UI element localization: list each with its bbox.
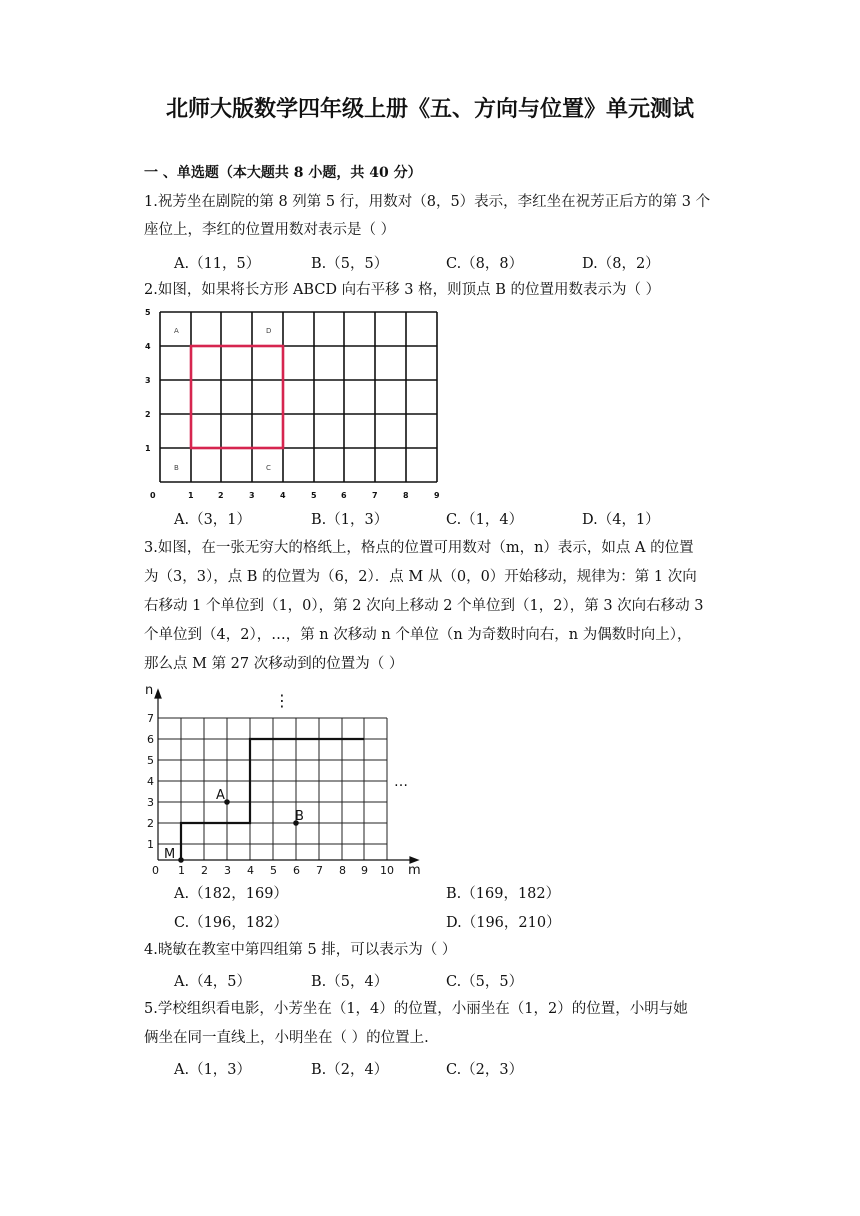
q2-option-c[interactable]: C.（1，4） xyxy=(446,512,524,528)
q2-option-b[interactable]: B.（1，3） xyxy=(311,512,389,528)
x-tick-1: 1 xyxy=(188,491,194,500)
x-tick-9: 9 xyxy=(434,491,440,500)
question-3-line-1: 3.如图，在一张无穷大的格纸上，格点的位置可用数对（m，n）表示，如点 A 的位置 xyxy=(144,540,694,556)
m-tick-6: 6 xyxy=(293,864,300,877)
n-tick-4: 4 xyxy=(147,775,154,788)
y-tick-4: 4 xyxy=(145,342,151,351)
corner-label-d: D xyxy=(266,327,272,335)
x-tick-3: 3 xyxy=(249,491,255,500)
x-tick-8: 8 xyxy=(403,491,409,500)
movement-grid-figure xyxy=(140,682,430,878)
n-axis-arrow xyxy=(155,690,161,698)
q1-option-b[interactable]: B.（5，5） xyxy=(311,256,389,272)
y-tick-3: 3 xyxy=(145,376,151,385)
m-tick-9: 9 xyxy=(361,864,368,877)
question-3-line-2: 为（3，3），点 B 的位置为（6，2）．点 M 从（0，0）开始移动，规律为：第 1 次向 xyxy=(144,569,697,585)
x-tick-0: 0 xyxy=(150,491,156,500)
rectangle-grid-figure xyxy=(140,306,450,502)
q5-option-c[interactable]: C.（2，3） xyxy=(446,1062,524,1078)
question-3-line-3: 右移动 1 个单位到（1，0），第 2 次向上移动 2 个单位到（1，2），第 3 次向右移动 3 xyxy=(144,598,704,614)
x-tick-2: 2 xyxy=(218,491,224,500)
point-b-label: B xyxy=(295,809,304,824)
q2-option-a[interactable]: A.（3，1） xyxy=(174,512,252,528)
m-tick-4: 4 xyxy=(247,864,254,877)
corner-label-b: B xyxy=(174,464,179,472)
x-tick-4: 4 xyxy=(280,491,286,500)
n-tick-6: 6 xyxy=(147,733,154,746)
question-2-line-1: 2.如图，如果将长方形 ABCD 向右平移 3 格，则顶点 B 的位置用数表示为（ ） xyxy=(144,282,661,298)
x-tick-7: 7 xyxy=(372,491,378,500)
q3-option-b[interactable]: B.（169，182） xyxy=(446,886,561,902)
m-tick-8: 8 xyxy=(339,864,346,877)
m-axis-label: m xyxy=(408,863,421,878)
question-3-line-5: 那么点 M 第 27 次移动到的位置为（ ） xyxy=(144,656,404,672)
q3-option-d[interactable]: D.（196，210） xyxy=(446,915,561,931)
page-title: 北师大版数学四年级上册《五、方向与位置》单元测试 xyxy=(165,96,694,122)
x-tick-5: 5 xyxy=(311,491,317,500)
m-tick-0: 0 xyxy=(152,864,159,877)
vertical-ellipsis: ⋮ xyxy=(274,691,290,710)
corner-label-a: A xyxy=(174,327,179,335)
q4-option-c[interactable]: C.（5，5） xyxy=(446,974,524,990)
q1-option-c[interactable]: C.（8，8） xyxy=(446,256,524,272)
n-tick-2: 2 xyxy=(147,817,154,830)
q4-option-b[interactable]: B.（5，4） xyxy=(311,974,389,990)
n-tick-3: 3 xyxy=(147,796,154,809)
n-tick-7: 7 xyxy=(147,712,154,725)
n-tick-1: 1 xyxy=(147,838,154,851)
m-tick-1: 1 xyxy=(178,864,185,877)
m-tick-2: 2 xyxy=(201,864,208,877)
section-heading: 一 、单选题（本大题共 8 小题，共 40 分） xyxy=(144,165,422,181)
n-axis-label: n xyxy=(145,683,154,698)
m-tick-5: 5 xyxy=(270,864,277,877)
q3-option-c[interactable]: C.（196，182） xyxy=(174,915,289,931)
corner-label-c: C xyxy=(266,464,271,472)
question-1-line-2: 座位上，李红的位置用数对表示是（ ） xyxy=(144,222,396,238)
rectangle-abcd xyxy=(191,346,283,448)
q5-option-a[interactable]: A.（1，3） xyxy=(174,1062,252,1078)
y-tick-1: 1 xyxy=(145,444,151,453)
x-tick-6: 6 xyxy=(341,491,347,500)
q1-option-a[interactable]: A.（11，5） xyxy=(174,256,261,272)
m-tick-7: 7 xyxy=(316,864,323,877)
m-tick-3: 3 xyxy=(224,864,231,877)
point-m-dot xyxy=(178,857,184,863)
point-a-dot xyxy=(224,799,230,805)
point-a-label: A xyxy=(216,788,225,803)
n-tick-5: 5 xyxy=(147,754,154,767)
q4-option-a[interactable]: A.（4，5） xyxy=(174,974,252,990)
question-1-line-1: 1.祝芳坐在剧院的第 8 列第 5 行，用数对（8，5）表示，李红坐在祝芳正后方的第 3 个 xyxy=(144,194,711,210)
y-tick-2: 2 xyxy=(145,410,151,419)
q3-option-a[interactable]: A.（182，169） xyxy=(174,886,288,902)
q2-option-d[interactable]: D.（4，1） xyxy=(582,512,660,528)
point-m-label: M xyxy=(164,847,176,862)
q5-option-b[interactable]: B.（2，4） xyxy=(311,1062,389,1078)
horizontal-ellipsis: … xyxy=(394,774,408,790)
y-tick-5: 5 xyxy=(145,308,151,317)
question-4-line-1: 4.晓敏在教室中第四组第 5 排，可以表示为（ ） xyxy=(144,942,457,958)
question-5-line-2: 俩坐在同一直线上，小明坐在（ ）的位置上. xyxy=(144,1030,429,1046)
q1-option-d[interactable]: D.（8，2） xyxy=(582,256,660,272)
m-tick-10: 10 xyxy=(380,864,394,877)
question-3-line-4: 个单位到（4，2），…，第 n 次移动 n 个单位（n 为奇数时向右，n 为偶数时向上）， xyxy=(144,627,692,643)
question-5-line-1: 5.学校组织看电影，小芳坐在（1，4）的位置，小丽坐在（1，2）的位置，小明与她 xyxy=(144,1001,688,1017)
